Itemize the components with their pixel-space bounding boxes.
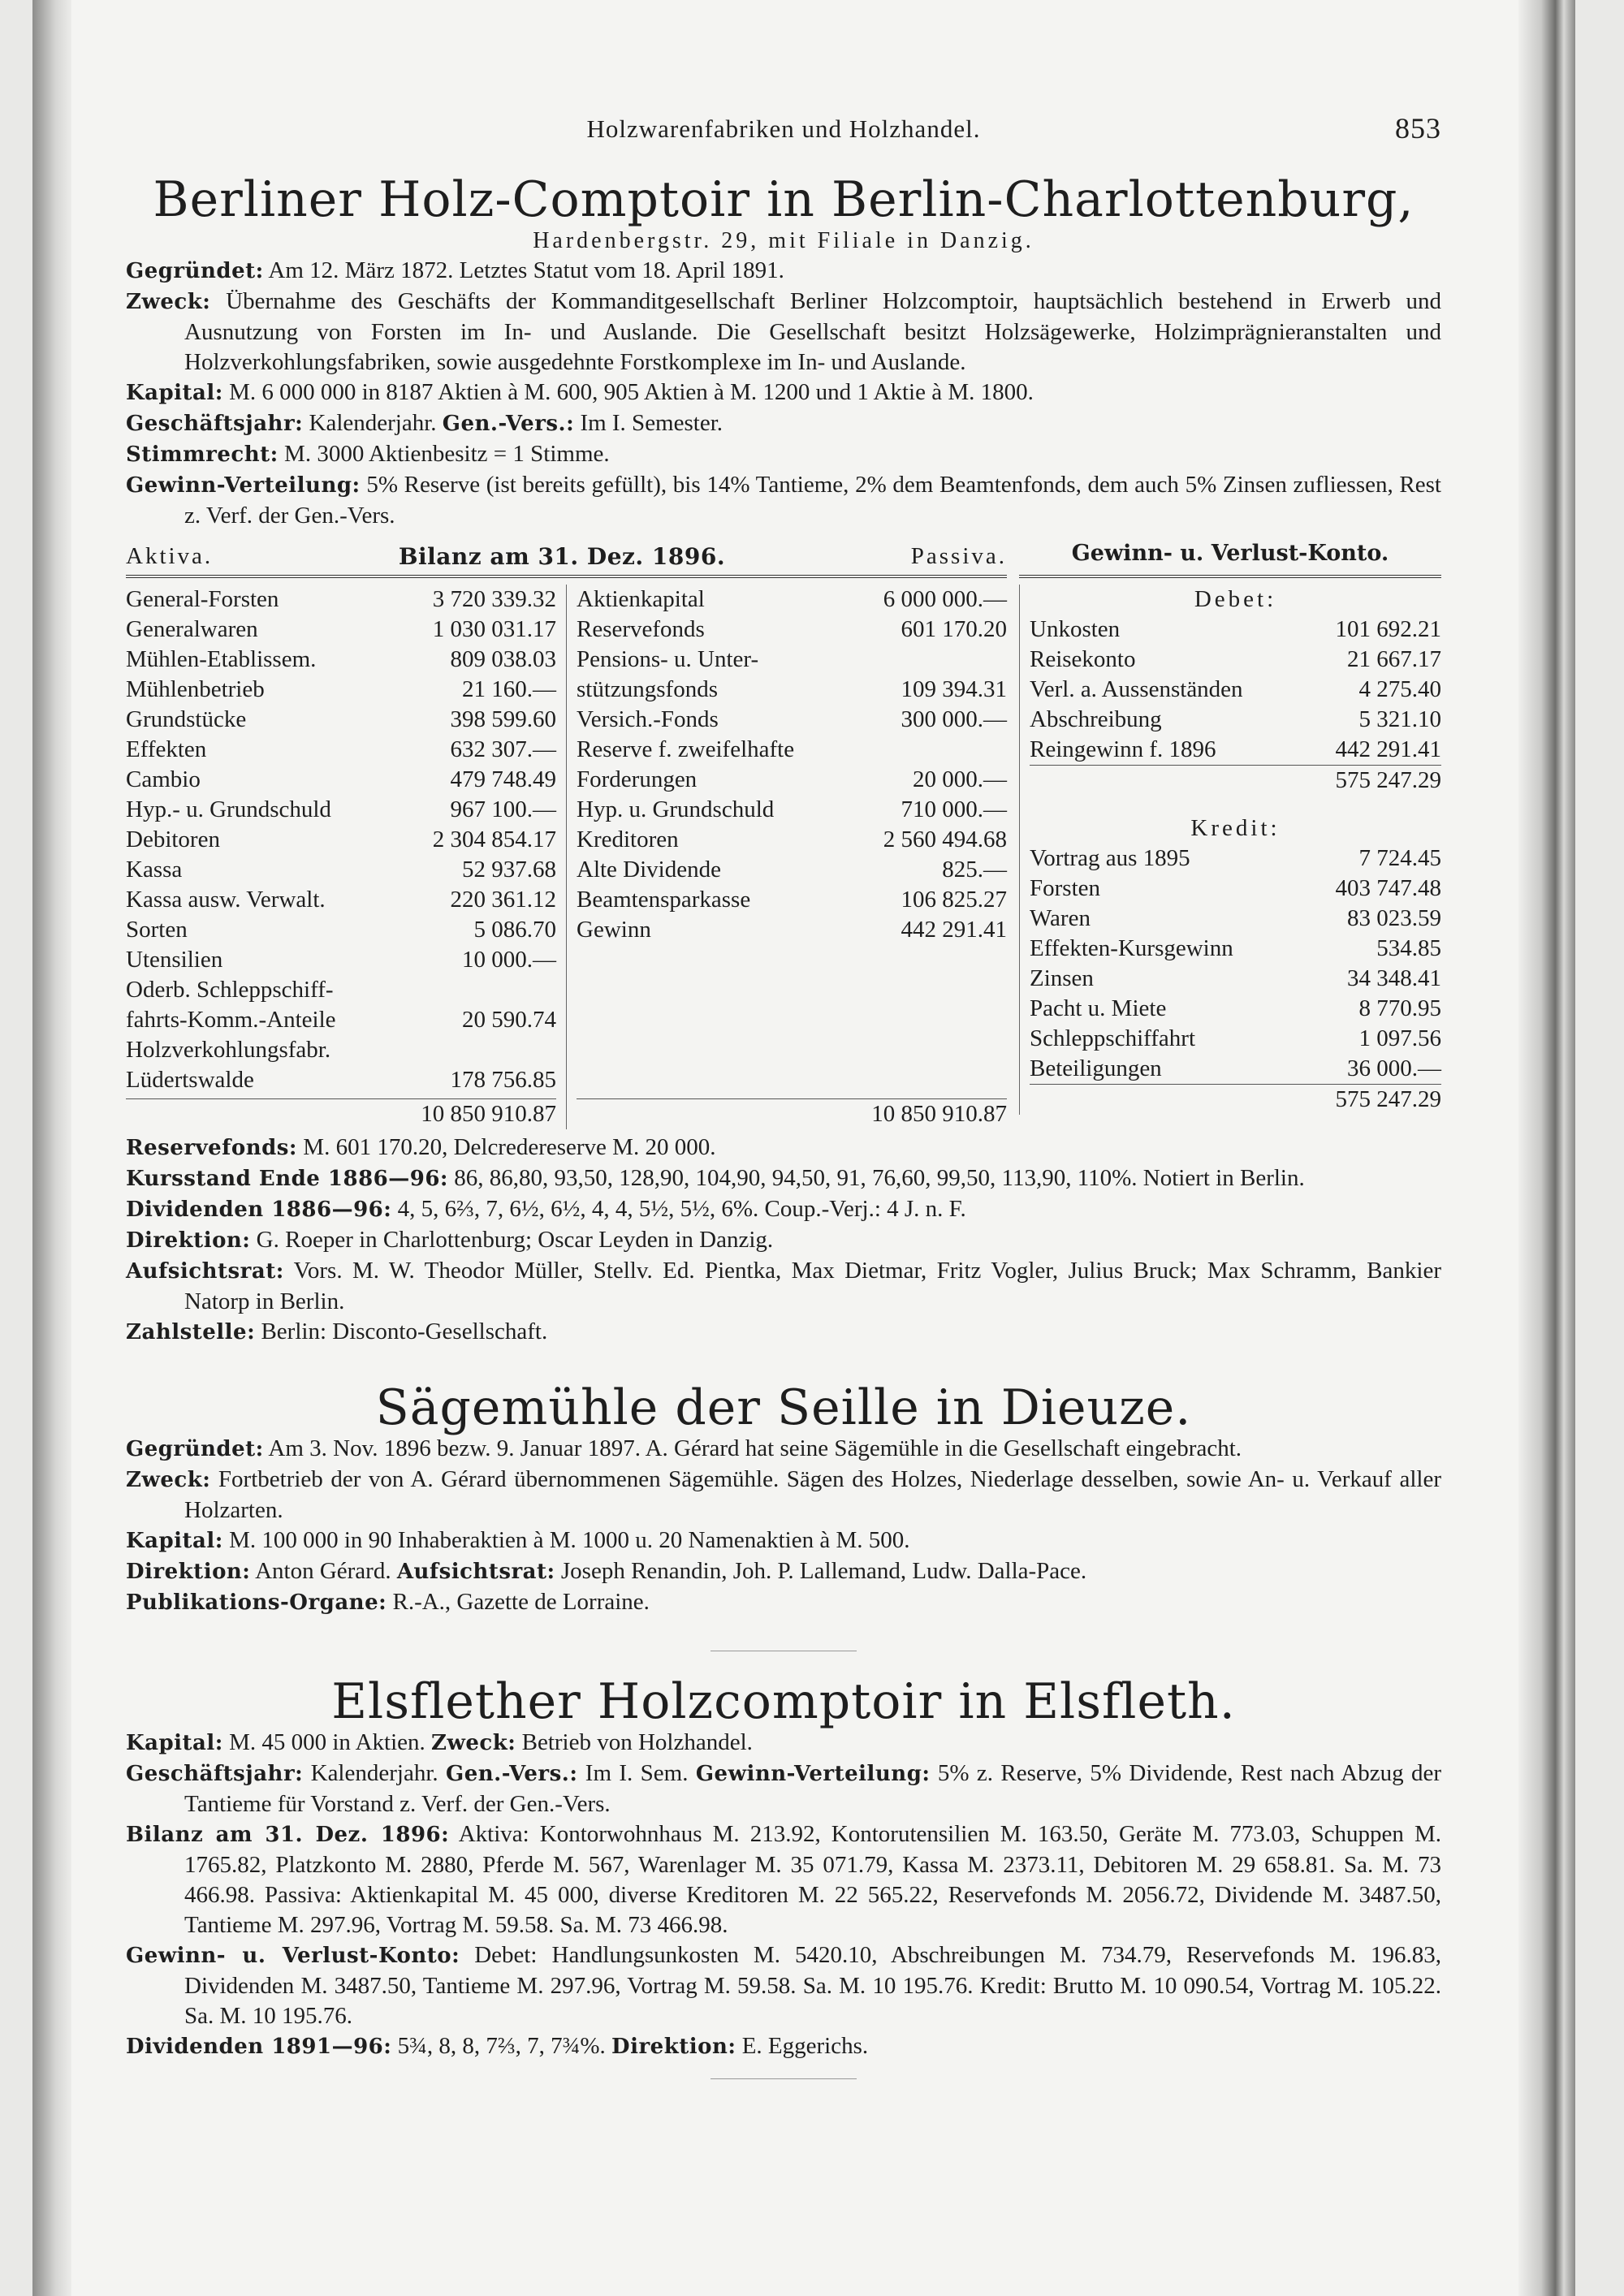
kredit-row-label: Effekten-Kursgewinn (1030, 935, 1233, 961)
c3-kapital: Kapital: M. 45 000 in Aktien. Zweck: Betrieb von Holzhandel. (126, 1729, 753, 1755)
passiva-row-value: 710 000.— (901, 796, 1007, 822)
debet-row-label: Abschreibung (1030, 706, 1162, 732)
aktiva-row-label: General-Forsten (126, 586, 279, 612)
aktiva-row-value: 967 100.— (450, 796, 556, 822)
kredit-row (1030, 1024, 1441, 1054)
passiva-row (577, 765, 1007, 795)
c3-bilanz: Bilanz am 31. Dez. 1896: Aktiva: Kontorwohnhaus M. 213.92, Kontorutensilien M. 163.50, Geräte M. 773.03, Schuppen M. 1765.82, Platzkonto M. 2880, Pferde M. 567, Warenlager M. 35 071.79, Kassa M. 2373.11, Debitoren M. 29 658.81. Sa. M. 73 466.98. Passiva: Aktienkapital M. 45 000, diverse Kreditoren M. 22 565.22, Reservefonds M. 2056.72, Dividende M. 3487.50, Tantieme M. 297.96, Vortrag M. 59.58. Sa. M. 73 466.98. (126, 1821, 1441, 1938)
debet-row (1030, 645, 1441, 675)
debet-row-value: 442 291.41 (1335, 736, 1441, 762)
debet-row (1030, 735, 1441, 765)
passiva-row-label: Versich.-Fonds (577, 706, 719, 732)
passiva-row-label: Pensions- u. Unter- (577, 646, 759, 672)
aktiva-row-label: fahrts-Komm.-Anteile (126, 1007, 336, 1033)
book-spine-edge (1518, 0, 1575, 2296)
entry-stimmrecht: Stimmrecht: M. 3000 Aktienbesitz = 1 Stimme. (126, 441, 610, 467)
page-left-shadow (32, 0, 71, 2296)
entry-zweck: Zweck: Übernahme des Geschäfts der Kommanditgesellschaft Berliner Holzcomptoir, hauptsächlich bestehend in Erwerb und Ausnutzung von Forsten im In- und Auslande. Die Gesellschaft besitzt Holzsägewerke, Holzimprägnieranstalten und Holzverkohlungsfabriken, sowie ausgedehnte Forstkomplexe im In- und Auslande. (126, 288, 1441, 375)
debet-row-label: Reingewinn f. 1896 (1030, 736, 1216, 762)
entry-kapital: Kapital: M. 6 000 000 in 8187 Aktien à M. 600, 905 Aktien à M. 1200 und 1 Aktie à M. 1800. (126, 379, 1034, 405)
aktiva-row-label: Debitoren (126, 826, 220, 852)
kredit-row-label: Schleppschiffahrt (1030, 1025, 1196, 1051)
debet-row-value: 21 667.17 (1347, 646, 1441, 672)
company-title-elsflether: Elsflether Holzcomptoir in Elsfleth. (331, 1673, 1236, 1730)
aktiva-row (126, 765, 556, 795)
entry-dividenden: Dividenden 1886—96: 4, 5, 6⅔, 7, 6½, 6½, 4, 4, 5½, 5½, 6%. Coup.-Verj.: 4 J. n. F. (126, 1196, 966, 1222)
aktiva-row-value: 5 086.70 (473, 917, 556, 943)
kredit-row-value: 7 724.45 (1358, 845, 1441, 871)
passiva-row-value: 2 560 494.68 (883, 826, 1007, 852)
passiva-row (577, 915, 1007, 945)
kredit-row-label: Beteiligungen (1030, 1055, 1162, 1081)
passiva-row-value: 6 000 000.— (883, 586, 1007, 612)
passiva-row (577, 675, 1007, 705)
kredit-row-value: 1 097.56 (1358, 1025, 1441, 1051)
aktiva-row-label: Mühlenbetrieb (126, 676, 265, 702)
aktiva-row (126, 705, 556, 735)
aktiva-row (126, 645, 556, 675)
passiva-row (577, 705, 1007, 735)
book-page (32, 0, 1575, 2296)
c3-gewinn-verlust: Gewinn- u. Verlust-Konto: Debet: Handlungsunkosten M. 5420.10, Abschreibungen M. 734.79, Reservefonds M. 196.83, Dividenden M. 3487.50, Tantieme M. 297.96, Vortrag M. 59.58. Sa. M. 10 195.76. Kredit: Brutto M. 10 090.54, Vortrag M. 105.22. Sa. M. 10 195.76. (126, 1942, 1441, 2029)
kredit-row (1030, 994, 1441, 1024)
aktiva-row (126, 1005, 556, 1035)
passiva-label: Passiva. (910, 543, 1007, 569)
debet-row-label: Reisekonto (1030, 646, 1136, 672)
aktiva-column (126, 585, 567, 1129)
passiva-row (577, 735, 1007, 765)
debet-row (1030, 705, 1441, 735)
aktiva-row (126, 1065, 556, 1095)
passiva-row-label: Kreditoren (577, 826, 679, 852)
passiva-row-label: stützungsfonds (577, 676, 718, 702)
passiva-row-value: 442 291.41 (901, 917, 1007, 943)
passiva-row-label: Aktienkapital (577, 586, 705, 612)
aktiva-row-label: Sorten (126, 917, 188, 943)
c2-zweck: Zweck: Fortbetrieb der von A. Gérard übernommenen Sägemühle. Sägen des Holzes, Niederlage desselben, sowie An- u. Verkauf aller Holzarten. (126, 1466, 1441, 1523)
profit-loss-account (1019, 536, 1441, 1129)
kredit-row-label: Forsten (1030, 875, 1100, 901)
debet-row-label: Unkosten (1030, 616, 1121, 642)
aktiva-row-value: 220 361.12 (450, 887, 556, 913)
aktiva-row (126, 1035, 556, 1065)
entry-geschaeftsjahr: Geschäftsjahr: Kalenderjahr. Gen.-Vers.: Im I. Semester. (126, 410, 723, 436)
debet-row-value: 4 275.40 (1358, 676, 1441, 702)
aktiva-row (126, 915, 556, 945)
passiva-row (577, 825, 1007, 855)
passiva-row (577, 615, 1007, 645)
kredit-row-label: Vortrag aus 1895 (1030, 845, 1190, 871)
passiva-row-label: Gewinn (577, 917, 651, 943)
aktiva-row-label: Generalwaren (126, 616, 258, 642)
c2-gegruendet: Gegründet: Am 3. Nov. 1896 bezw. 9. Januar 1897. A. Gérard hat seine Sägemühle in die Gesellschaft eingebracht. (126, 1435, 1242, 1461)
aktiva-total: 10 850 910.87 (126, 1098, 556, 1129)
aktiva-row-value: 479 748.49 (450, 766, 556, 792)
aktiva-row (126, 585, 556, 615)
balance-header (126, 536, 1007, 578)
passiva-row-value: 601 170.20 (901, 616, 1007, 642)
passiva-row (577, 855, 1007, 885)
aktiva-row (126, 855, 556, 885)
kredit-row (1030, 844, 1441, 874)
passiva-row-label: Hyp. u. Grundschuld (577, 796, 775, 822)
running-header (126, 114, 1441, 162)
passiva-row (577, 585, 1007, 615)
c3-geschaeftsjahr: Geschäftsjahr: Kalenderjahr. Gen.-Vers.: Im I. Sem. Gewinn-Verteilung: 5% z. Reserve, 5% Dividende, Rest nach Abzug der Tantieme für Vorstand z. Verf. der Gen.-Vers. (126, 1760, 1441, 1817)
entry-gewinn-verteilung: Gewinn-Verteilung: 5% Reserve (ist bereits gefüllt), bis 14% Tantieme, 2% dem Beamtenfonds, dem auch 5% Zinsen zufliessen, Rest z. Verf. der Gen.-Vers. (126, 472, 1441, 529)
aktiva-row (126, 885, 556, 915)
kredit-row-value: 8 770.95 (1358, 995, 1441, 1021)
kredit-row (1030, 964, 1441, 994)
entry-zahlstelle: Zahlstelle: Berlin: Disconto-Gesellschaft. (126, 1318, 548, 1344)
aktiva-row-value: 632 307.— (450, 736, 556, 762)
pl-title: Gewinn- u. Verlust-Konto. (1019, 536, 1441, 578)
passiva-row-value: 109 394.31 (901, 676, 1007, 702)
passiva-row-label: Beamtensparkasse (577, 887, 751, 913)
aktiva-row-value: 10 000.— (462, 947, 556, 973)
aktiva-row (126, 945, 556, 975)
kredit-row-value: 36 000.— (1347, 1055, 1441, 1081)
passiva-row (577, 645, 1007, 675)
running-title: Holzwarenfabriken und Holzhandel. (586, 114, 981, 143)
passiva-row-label: Reserve f. zweifelhafte (577, 736, 795, 762)
entry-reservefonds: Reservefonds: M. 601 170.20, Delcredereserve M. 20 000. (126, 1134, 716, 1160)
aktiva-row (126, 975, 556, 1005)
aktiva-row-label: Oderb. Schleppschiff- (126, 977, 334, 1003)
debet-row-value: 5 321.10 (1358, 706, 1441, 732)
aktiva-row-value: 398 599.60 (450, 706, 556, 732)
aktiva-row (126, 825, 556, 855)
aktiva-row-value: 809 038.03 (450, 646, 556, 672)
page-content (126, 114, 1441, 2104)
debet-row-value: 101 692.21 (1335, 616, 1441, 642)
debet-row (1030, 675, 1441, 705)
debet-row (1030, 615, 1441, 645)
aktiva-row (126, 795, 556, 825)
aktiva-row-label: Kassa ausw. Verwalt. (126, 887, 326, 913)
aktiva-row-value: 21 160.— (462, 676, 556, 702)
kredit-row-label: Zinsen (1030, 965, 1094, 991)
aktiva-row-value: 178 756.85 (450, 1067, 556, 1093)
aktiva-row-label: Cambio (126, 766, 201, 792)
passiva-row (577, 885, 1007, 915)
debet-row-label: Verl. a. Aussenständen (1030, 676, 1243, 702)
end-divider (710, 2078, 857, 2079)
aktiva-row (126, 675, 556, 705)
passiva-row-value: 300 000.— (901, 706, 1007, 732)
aktiva-row-label: Holzverkohlungsfabr. (126, 1037, 331, 1063)
kredit-row (1030, 904, 1441, 934)
kredit-row-value: 534.85 (1376, 935, 1441, 961)
passiva-total: 10 850 910.87 (577, 1098, 1007, 1129)
passiva-row-value: 20 000.— (913, 766, 1007, 792)
aktiva-row-value: 52 937.68 (462, 857, 556, 883)
kredit-label: Kredit: (1190, 815, 1281, 841)
aktiva-row-value: 3 720 339.32 (432, 586, 556, 612)
debet-total: 575 247.29 (1030, 765, 1441, 796)
balance-title: Bilanz am 31. Dez. 1896. (398, 543, 726, 570)
c3-dividenden: Dividenden 1891—96: 5¾, 8, 8, 7⅔, 7, 7¾%. Direktion: E. Eggerichs. (126, 2033, 869, 2059)
c2-direktion: Direktion: Anton Gérard. Aufsichtsrat: Joseph Renandin, Joh. P. Lallemand, Ludw. Dalla-Pace. (126, 1558, 1087, 1584)
aktiva-row-label: Kassa (126, 857, 183, 883)
company-title-berliner: Berliner Holz-Comptoir in Berlin-Charlottenburg, (153, 171, 1415, 228)
passiva-row-label: Alte Dividende (577, 857, 721, 883)
c2-kapital: Kapital: M. 100 000 in 90 Inhaberaktien à M. 1000 u. 20 Namenaktien à M. 500. (126, 1527, 910, 1553)
entry-gegruendet: Gegründet: Am 12. März 1872. Letztes Statut vom 18. April 1891. (126, 257, 784, 283)
passiva-row-value: 106 825.27 (901, 887, 1007, 913)
entry-kursstand: Kursstand Ende 1886—96: 86, 86,80, 93,50, 128,90, 104,90, 94,50, 91, 76,60, 99,50, 113,90, 110%. Notiert in Berlin. (126, 1165, 1305, 1191)
page-number: 853 (1395, 112, 1441, 145)
company-address: Hardenbergstr. 29, mit Filiale in Danzig. (533, 228, 1034, 253)
aktiva-row (126, 615, 556, 645)
aktiva-label: Aktiva. (126, 543, 214, 569)
passiva-row-label: Reservefonds (577, 616, 705, 642)
aktiva-row-label: Effekten (126, 736, 207, 762)
kredit-row (1030, 1054, 1441, 1084)
balance-sheet (126, 536, 1007, 1129)
aktiva-row (126, 735, 556, 765)
passiva-column (567, 585, 1007, 1129)
debet-label: Debet: (1194, 586, 1277, 612)
kredit-row (1030, 934, 1441, 964)
aktiva-row-label: Mühlen-Etablissem. (126, 646, 317, 672)
entry-aufsichtsrat: Aufsichtsrat: Vors. M. W. Theodor Müller, Stellv. Ed. Pientka, Max Dietmar, Fritz Vogler, Julius Bruck; Max Schramm, Bankier Natorp in Berlin. (126, 1258, 1441, 1314)
aktiva-row-label: Hyp.- u. Grundschuld (126, 796, 331, 822)
aktiva-row-label: Grundstücke (126, 706, 247, 732)
kredit-row-value: 83 023.59 (1347, 905, 1441, 931)
c2-publikation: Publikations-Organe: R.-A., Gazette de Lorraine. (126, 1589, 650, 1615)
kredit-row-label: Waren (1030, 905, 1091, 931)
entry-direktion: Direktion: G. Roeper in Charlottenburg; Oscar Leyden in Danzig. (126, 1227, 774, 1253)
balance-section (126, 536, 1441, 1129)
kredit-row-value: 403 747.48 (1335, 875, 1441, 901)
passiva-row-label: Forderungen (577, 766, 698, 792)
kredit-total: 575 247.29 (1030, 1084, 1441, 1115)
company-title-saegemuehle: Sägemühle der Seille in Dieuze. (375, 1379, 1192, 1436)
passiva-row-value: 825.— (942, 857, 1007, 883)
aktiva-row-value: 2 304 854.17 (432, 826, 556, 852)
aktiva-row-label: Utensilien (126, 947, 223, 973)
kredit-row (1030, 874, 1441, 904)
kredit-row-label: Pacht u. Miete (1030, 995, 1167, 1021)
aktiva-row-value: 1 030 031.17 (432, 616, 556, 642)
aktiva-row-value: 20 590.74 (462, 1007, 556, 1033)
kredit-row-value: 34 348.41 (1347, 965, 1441, 991)
aktiva-row-label: Lüdertswalde (126, 1067, 254, 1093)
passiva-row (577, 795, 1007, 825)
